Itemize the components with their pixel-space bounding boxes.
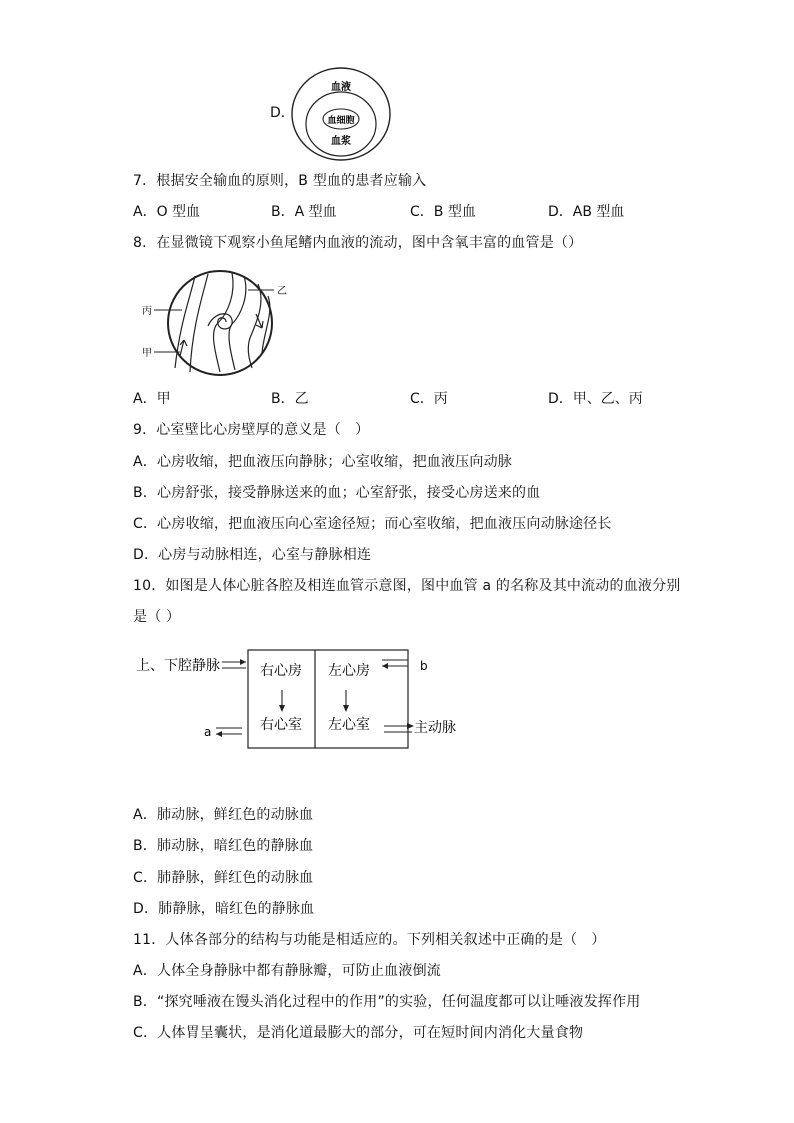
- q6-option-d-label: D．: [270, 105, 295, 121]
- q9-option-b[interactable]: B．心房舒张，接受静脉送来的血；心室舒张，接受心房送来的血: [133, 485, 541, 501]
- q7-option-a[interactable]: A．O 型血: [133, 204, 201, 220]
- q10-option-b[interactable]: B．肺动脉，暗红色的静脉血: [133, 838, 314, 854]
- fish-tail-microscope-figure: [140, 268, 300, 378]
- q10-option-a[interactable]: A．肺动脉，鲜红色的动脉血: [133, 807, 314, 823]
- q9-option-c[interactable]: C．心房收缩，把血液压向心室途径短；而心室收缩，把血液压向动脉途径长: [133, 516, 612, 532]
- q11-option-c[interactable]: C．人体胃呈囊状，是消化道最膨大的部分，可在短时间内消化大量食物: [133, 1025, 584, 1041]
- q10-stem-line1: 10．如图是人体心脏各腔及相连血管示意图，图中血管 a 的名称及其中流动的血液分别: [133, 578, 681, 594]
- aorta-label: 主动脉: [414, 720, 456, 736]
- q7-option-b[interactable]: B．A 型血: [271, 204, 337, 220]
- q8-stem: 8．在显微镜下观察小鱼尾鳍内血液的流动，图中含氧丰富的血管是（）: [133, 235, 583, 251]
- q9-option-d[interactable]: D．心房与动脉相连，心室与静脉相连: [133, 547, 372, 563]
- vessel-a-label: a: [204, 725, 212, 739]
- q7-option-c[interactable]: C．B 型血: [410, 204, 476, 220]
- q8-option-b[interactable]: B．乙: [271, 391, 309, 407]
- blood-composition-diagram: [288, 64, 394, 164]
- heart-chambers-diagram: [130, 646, 470, 756]
- label-jia: 甲: [142, 348, 152, 359]
- right-atrium-label: 右心房: [260, 663, 302, 679]
- q7-option-d[interactable]: D．AB 型血: [548, 204, 625, 220]
- right-ventricle-label: 右心室: [260, 717, 302, 733]
- q8-option-a[interactable]: A．甲: [133, 391, 171, 407]
- q9-stem: 9．心室壁比心房壁厚的意义是（ ）: [133, 422, 370, 438]
- q10-option-d[interactable]: D．肺静脉，暗红色的静脉血: [133, 901, 315, 917]
- left-ventricle-label: 左心室: [328, 717, 370, 733]
- q11-option-b[interactable]: B．“探究唾液在馒头消化过程中的作用”的实验，任何温度都可以让唾液发挥作用: [133, 994, 641, 1010]
- plasma-label: 血浆: [331, 136, 351, 147]
- left-atrium-label: 左心房: [328, 663, 370, 679]
- q7-stem: 7．根据安全输血的原则，B 型血的患者应输入: [133, 173, 427, 189]
- label-yi: 乙: [277, 286, 287, 297]
- label-bing: 丙: [142, 306, 152, 317]
- q10-stem-line2: 是（ ）: [133, 609, 181, 625]
- vena-cava-label: 上、下腔静脉: [136, 658, 220, 674]
- vessel-b-label: b: [420, 659, 428, 673]
- blood-label: 血液: [331, 82, 351, 93]
- q9-option-a[interactable]: A．心房收缩，把血液压向静脉；心室收缩，把血液压向动脉: [133, 454, 512, 470]
- q10-option-c[interactable]: C．肺静脉，鲜红色的动脉血: [133, 870, 314, 886]
- q8-option-c[interactable]: C．丙: [410, 391, 448, 407]
- q11-option-a[interactable]: A．人体全身静脉中都有静脉瓣，可防止血液倒流: [133, 963, 441, 979]
- q11-stem: 11．人体各部分的结构与功能是相适应的。下列相关叙述中正确的是（ ）: [133, 932, 606, 948]
- q8-option-d[interactable]: D．甲、乙、丙: [548, 391, 643, 407]
- blood-cell-label: 血细胞: [327, 116, 355, 126]
